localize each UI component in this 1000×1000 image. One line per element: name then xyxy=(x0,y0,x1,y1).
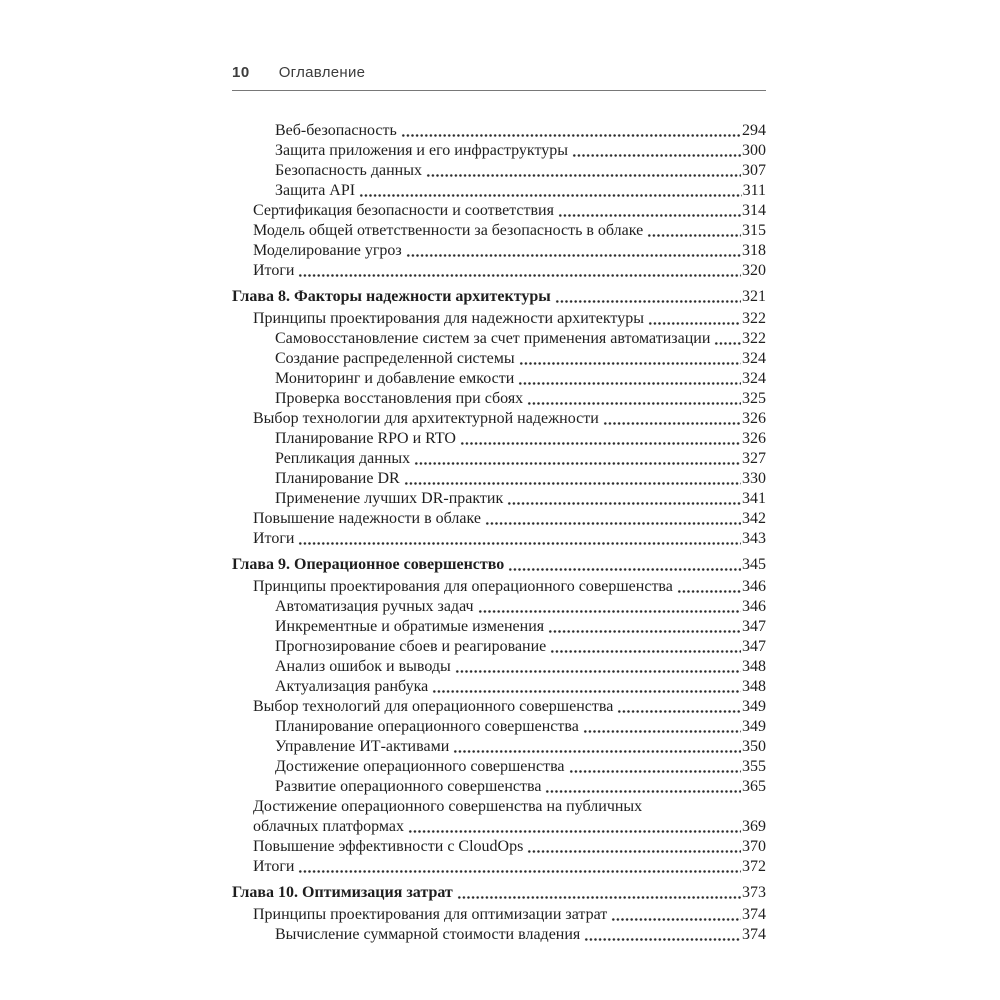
toc-page-number: 350 xyxy=(742,738,766,755)
toc-leader-dots xyxy=(478,597,741,617)
toc-entry-text: Анализ ошибок и выводы xyxy=(275,658,451,675)
toc-leader-dots xyxy=(584,925,741,945)
toc-entry-text: Применение лучших DR-практик xyxy=(275,490,504,507)
toc-leader-dots xyxy=(460,429,741,449)
toc-leader-dots xyxy=(569,757,741,777)
toc-entry-text: Повышение эффективности с CloudOps xyxy=(253,838,524,855)
toc-entry xyxy=(232,221,766,241)
toc-entry-text: Автоматизация ручных задач xyxy=(275,598,474,615)
toc-page-number: 321 xyxy=(742,288,766,305)
toc-entry-text: Моделирование угроз xyxy=(253,242,402,259)
toc-page-number: 327 xyxy=(742,450,766,467)
toc-entry-text: Принципы проектирования для операционного совершенства xyxy=(253,578,673,595)
toc-entry xyxy=(232,737,766,757)
toc-entry xyxy=(232,261,766,281)
toc-entry xyxy=(232,429,766,449)
toc-page-number: 345 xyxy=(742,556,766,573)
toc-entry xyxy=(232,369,766,389)
toc-leader-dots xyxy=(406,241,741,261)
toc-leader-dots xyxy=(508,555,741,575)
toc-leader-dots xyxy=(558,201,741,221)
toc-leader-dots xyxy=(648,309,741,329)
toc-entry-text: Самовосстановление систем за счет применения автоматизации xyxy=(275,330,711,347)
toc-leader-dots xyxy=(518,369,741,389)
toc-entry xyxy=(232,181,766,201)
toc-page-number: 349 xyxy=(742,718,766,735)
toc-entry xyxy=(232,817,766,837)
toc-entry xyxy=(232,677,766,697)
toc-entry xyxy=(232,717,766,737)
toc-entry-text: Инкрементные и обратимые изменения xyxy=(275,618,545,635)
toc-leader-dots xyxy=(298,857,741,877)
toc-leader-dots xyxy=(414,449,741,469)
toc-entry-text: Репликация данных xyxy=(275,450,411,467)
toc-leader-dots xyxy=(555,287,741,307)
toc-leader-dots xyxy=(507,489,741,509)
toc-leader-dots xyxy=(572,141,741,161)
toc-leader-dots xyxy=(298,529,741,549)
toc-entry xyxy=(232,577,766,597)
toc-entry-text: Достижение операционного совершенства xyxy=(275,758,565,775)
toc-entry-text: Прогнозирование сбоев и реагирование xyxy=(275,638,547,655)
toc-page-number: 348 xyxy=(742,658,766,675)
toc-entry-text: Принципы проектирования для надежности архитектуры xyxy=(253,310,644,327)
toc-entry xyxy=(232,469,766,489)
toc-leader-dots xyxy=(298,261,741,281)
toc-entry xyxy=(232,837,766,857)
toc-entry xyxy=(232,637,766,657)
toc-page-number: 341 xyxy=(742,490,766,507)
toc-entry-text: Достижение операционного совершенства на публичных xyxy=(253,798,643,815)
toc-entry-text: Повышение надежности в облаке xyxy=(253,510,481,527)
toc-entry-text: Веб-безопасность xyxy=(275,122,397,139)
toc-entry xyxy=(232,925,766,945)
toc-entry-text: Защита API xyxy=(275,182,356,199)
toc-leader-dots xyxy=(527,837,741,857)
toc-entry xyxy=(232,201,766,221)
toc-entry xyxy=(232,241,766,261)
toc-leader-dots xyxy=(548,617,741,637)
toc-entry-text: Выбор технологий для операционного совершенства xyxy=(253,698,614,715)
toc-entry-text: Сертификация безопасности и соответствия xyxy=(253,202,554,219)
toc-entry xyxy=(232,657,766,677)
toc-leader-dots xyxy=(432,677,741,697)
toc-entry xyxy=(232,617,766,637)
toc-leader-dots xyxy=(455,657,741,677)
toc-page-number: 374 xyxy=(742,906,766,923)
toc-entry-text: Выбор технологии для архитектурной надежности xyxy=(253,410,599,427)
toc-leader-dots xyxy=(401,121,741,141)
toc-leader-dots xyxy=(647,221,741,241)
toc-leader-dots xyxy=(527,389,741,409)
toc-entry-text: Создание распределенной системы xyxy=(275,350,515,367)
toc-entry xyxy=(232,597,766,617)
toc-page-number: 322 xyxy=(742,330,766,347)
toc-entry-text: Глава 9. Операционное совершенство xyxy=(232,556,505,573)
toc-page-number: 343 xyxy=(742,530,766,547)
toc-entry-text: Планирование операционного совершенства xyxy=(275,718,579,735)
toc-entry xyxy=(232,389,766,409)
toc-page-number: 372 xyxy=(742,858,766,875)
toc-list xyxy=(232,121,766,945)
toc-leader-dots xyxy=(519,349,741,369)
toc-entry xyxy=(232,529,766,549)
toc-entry xyxy=(232,777,766,797)
toc-entry-text: Принципы проектирования для оптимизации затрат xyxy=(253,906,608,923)
toc-entry-text: Проверка восстановления при сбоях xyxy=(275,390,524,407)
toc-leader-dots xyxy=(453,737,741,757)
toc-page-number: 311 xyxy=(742,182,766,199)
toc-entry xyxy=(232,797,766,817)
toc-page-number: 374 xyxy=(742,926,766,943)
toc-page-number: 330 xyxy=(742,470,766,487)
toc-page-number: 318 xyxy=(742,242,766,259)
toc-page-number: 346 xyxy=(742,598,766,615)
toc-entry-text: Управление ИТ-активами xyxy=(275,738,450,755)
toc-entry-text: Итоги xyxy=(253,262,295,279)
toc-entry xyxy=(232,121,766,141)
toc-chapter-entry xyxy=(232,883,766,903)
toc-entry-text: Мониторинг и добавление емкости xyxy=(275,370,515,387)
toc-leader-dots xyxy=(359,181,742,201)
toc-page-number: 322 xyxy=(742,310,766,327)
toc-entry xyxy=(232,449,766,469)
toc-entry xyxy=(232,349,766,369)
toc-leader-dots xyxy=(611,905,741,925)
toc-leader-dots xyxy=(457,883,741,903)
header-page-number: 10 xyxy=(232,64,250,81)
toc-page-number: 325 xyxy=(742,390,766,407)
toc-entry xyxy=(232,489,766,509)
toc-entry-text: Модель общей ответственности за безопасность в облаке xyxy=(253,222,644,239)
book-page xyxy=(232,64,766,945)
page-header xyxy=(232,64,766,81)
toc-page-number: 365 xyxy=(742,778,766,795)
toc-entry xyxy=(232,309,766,329)
toc-leader-dots xyxy=(408,817,741,837)
toc-page-number: 346 xyxy=(742,578,766,595)
toc-entry-text: Планирование RPO и RTO xyxy=(275,430,456,447)
toc-page-number: 347 xyxy=(742,618,766,635)
toc-page-number: 314 xyxy=(742,202,766,219)
toc-page-number: 326 xyxy=(742,430,766,447)
toc-page-number: 315 xyxy=(742,222,766,239)
toc-page-number: 347 xyxy=(742,638,766,655)
toc-leader-dots xyxy=(677,577,741,597)
toc-entry xyxy=(232,757,766,777)
toc-page-number: 349 xyxy=(742,698,766,715)
toc-entry xyxy=(232,161,766,181)
toc-page-number: 373 xyxy=(742,884,766,901)
toc-entry xyxy=(232,509,766,529)
toc-page-number: 370 xyxy=(742,838,766,855)
toc-entry xyxy=(232,409,766,429)
toc-entry xyxy=(232,697,766,717)
toc-entry-text: Итоги xyxy=(253,530,295,547)
toc-entry-text: Планирование DR xyxy=(275,470,400,487)
toc-entry xyxy=(232,857,766,877)
toc-chapter-entry xyxy=(232,287,766,307)
toc-page-number: 348 xyxy=(742,678,766,695)
toc-page-number: 369 xyxy=(742,818,766,835)
toc-leader-dots xyxy=(714,329,741,349)
toc-page-number: 300 xyxy=(742,142,766,159)
toc-page-number: 307 xyxy=(742,162,766,179)
toc-leader-dots xyxy=(603,409,741,429)
toc-page-number: 355 xyxy=(742,758,766,775)
toc-leader-dots xyxy=(550,637,741,657)
toc-entry-text: Глава 10. Оптимизация затрат xyxy=(232,884,453,901)
toc-page-number: 342 xyxy=(742,510,766,527)
toc-entry-text: Глава 8. Факторы надежности архитектуры xyxy=(232,288,551,305)
toc-entry-text: Вычисление суммарной стоимости владения xyxy=(275,926,581,943)
toc-page-number: 324 xyxy=(742,350,766,367)
toc-leader-dots xyxy=(617,697,741,717)
toc-entry xyxy=(232,905,766,925)
header-title: Оглавление xyxy=(278,64,366,81)
toc-entry-text: Актуализация ранбука xyxy=(275,678,429,695)
header-divider xyxy=(232,90,766,91)
toc-page-number: 320 xyxy=(742,262,766,279)
toc-page-number: 326 xyxy=(742,410,766,427)
toc-entry-text: Развитие операционного совершенства xyxy=(275,778,542,795)
toc-leader-dots xyxy=(485,509,741,529)
toc-chapter-entry xyxy=(232,555,766,575)
toc-entry-text: Защита приложения и его инфраструктуры xyxy=(275,142,569,159)
toc-entry xyxy=(232,141,766,161)
toc-entry xyxy=(232,329,766,349)
toc-leader-dots xyxy=(545,777,741,797)
toc-leader-dots xyxy=(583,717,741,737)
toc-leader-dots xyxy=(404,469,741,489)
toc-entry-text: Безопасность данных xyxy=(275,162,422,179)
toc-entry-text: облачных платформах xyxy=(253,818,405,835)
toc-page-number: 294 xyxy=(742,122,766,139)
toc-leader-dots xyxy=(426,161,741,181)
toc-entry-text: Итоги xyxy=(253,858,295,875)
toc-page-number: 324 xyxy=(742,370,766,387)
